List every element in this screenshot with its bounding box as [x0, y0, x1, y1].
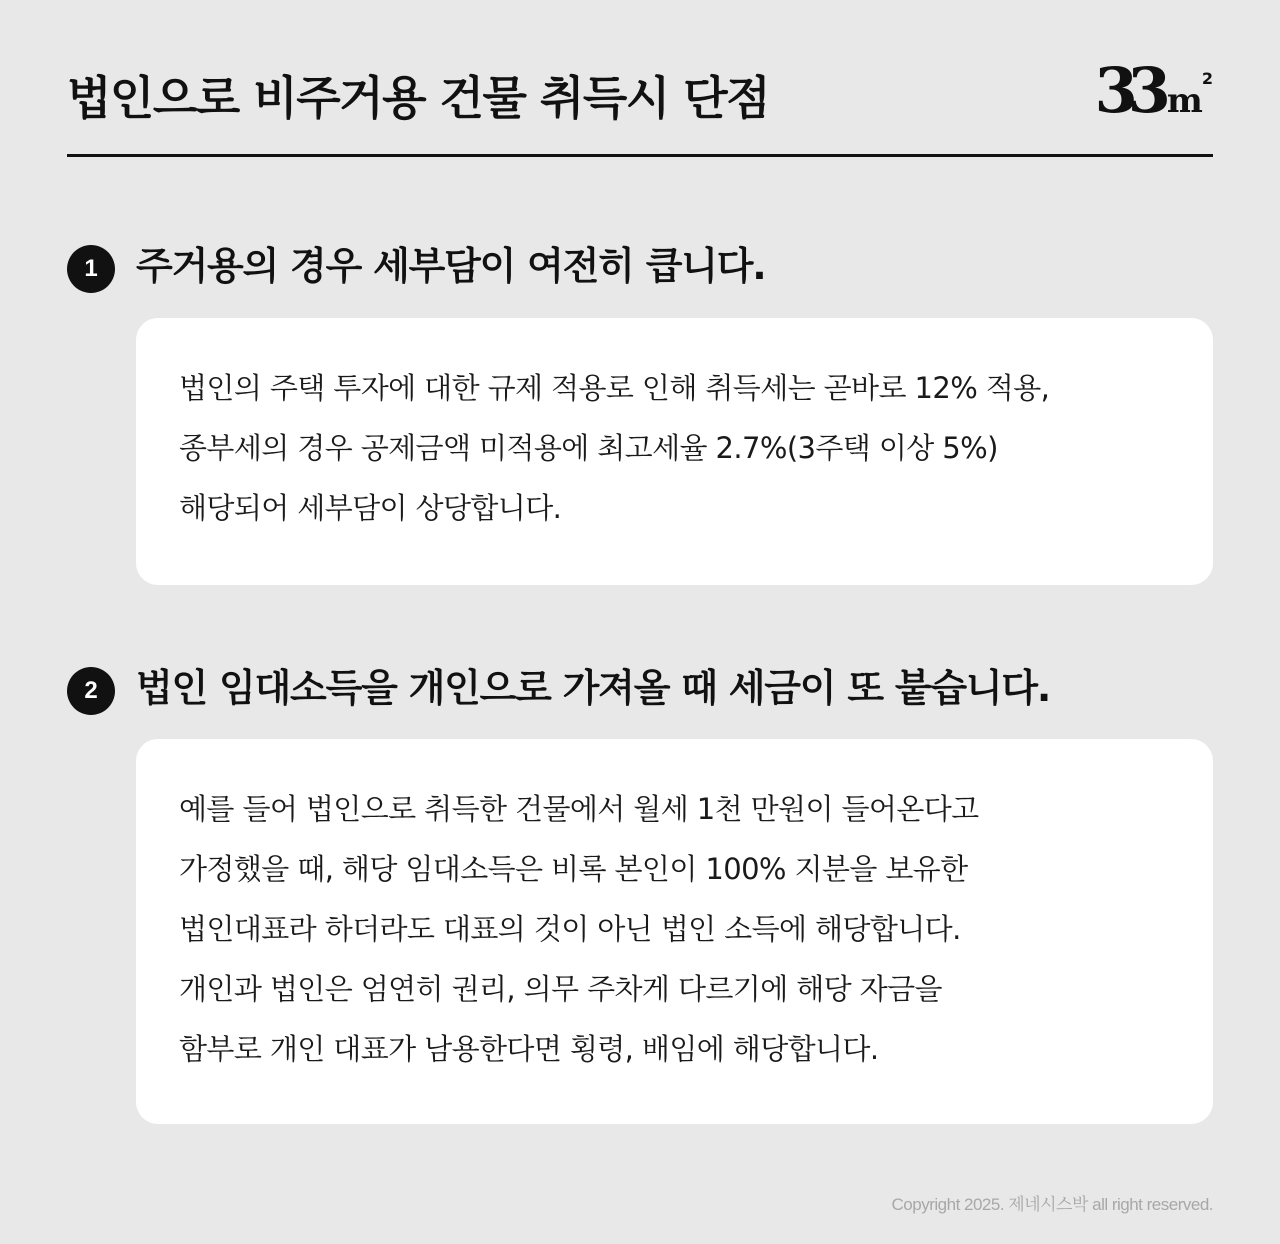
- section-2: [67, 658, 1213, 1128]
- section-1-heading: [67, 236, 1213, 296]
- section-2-card: [136, 739, 1213, 1124]
- logo-number: 33: [1094, 54, 1161, 127]
- copyright-footer: Copyright 2025. 제네시스박 all right reserved.: [891, 1195, 1213, 1214]
- section-2-number-badge: 2: [67, 667, 115, 715]
- section-2-title: 법인 임대소득을 개인으로 가져올 때 세금이 또 붙습니다.: [136, 666, 1051, 710]
- header-divider: [67, 154, 1213, 157]
- logo-superscript: 2: [1201, 69, 1213, 88]
- section-1-number-badge: 1: [67, 245, 115, 293]
- logo-unit: m: [1166, 81, 1202, 121]
- section-1-line-1: 법인의 주택 투자에 대한 규제 적용로 인해 취득세는 곧바로 12% 적용,: [179, 371, 1050, 405]
- section-1: [67, 236, 1213, 586]
- header: [67, 56, 1213, 134]
- section-1-line-2: 종부세의 경우 공제금액 미적용에 최고세율 2.7%(3주택 이상 5%): [179, 431, 998, 465]
- section-2-line-1: 예를 들어 법인으로 취득한 건물에서 월세 1천 만원이 들어온다고: [179, 792, 979, 826]
- section-1-card: [136, 318, 1213, 585]
- brand-logo: [1095, 56, 1213, 126]
- section-2-line-2: 가정했을 때, 해당 임대소득은 비록 본인이 100% 지분을 보유한: [179, 852, 968, 886]
- section-2-heading: [67, 658, 1213, 718]
- section-1-title: 주거용의 경우 세부담이 여전히 큽니다.: [136, 244, 766, 288]
- section-2-line-4: 개인과 법인은 엄연히 권리, 의무 주차게 다르기에 해당 자금을: [179, 972, 942, 1006]
- section-2-line-5: 함부로 개인 대표가 남용한다면 횡령, 배임에 해당합니다.: [179, 1032, 879, 1066]
- page-title: 법인으로 비주거용 건물 취득시 단점: [67, 71, 770, 125]
- section-2-line-3: 법인대표라 하더라도 대표의 것이 아닌 법인 소득에 해당합니다.: [179, 912, 961, 946]
- section-1-line-3: 해당되어 세부담이 상당합니다.: [179, 491, 562, 525]
